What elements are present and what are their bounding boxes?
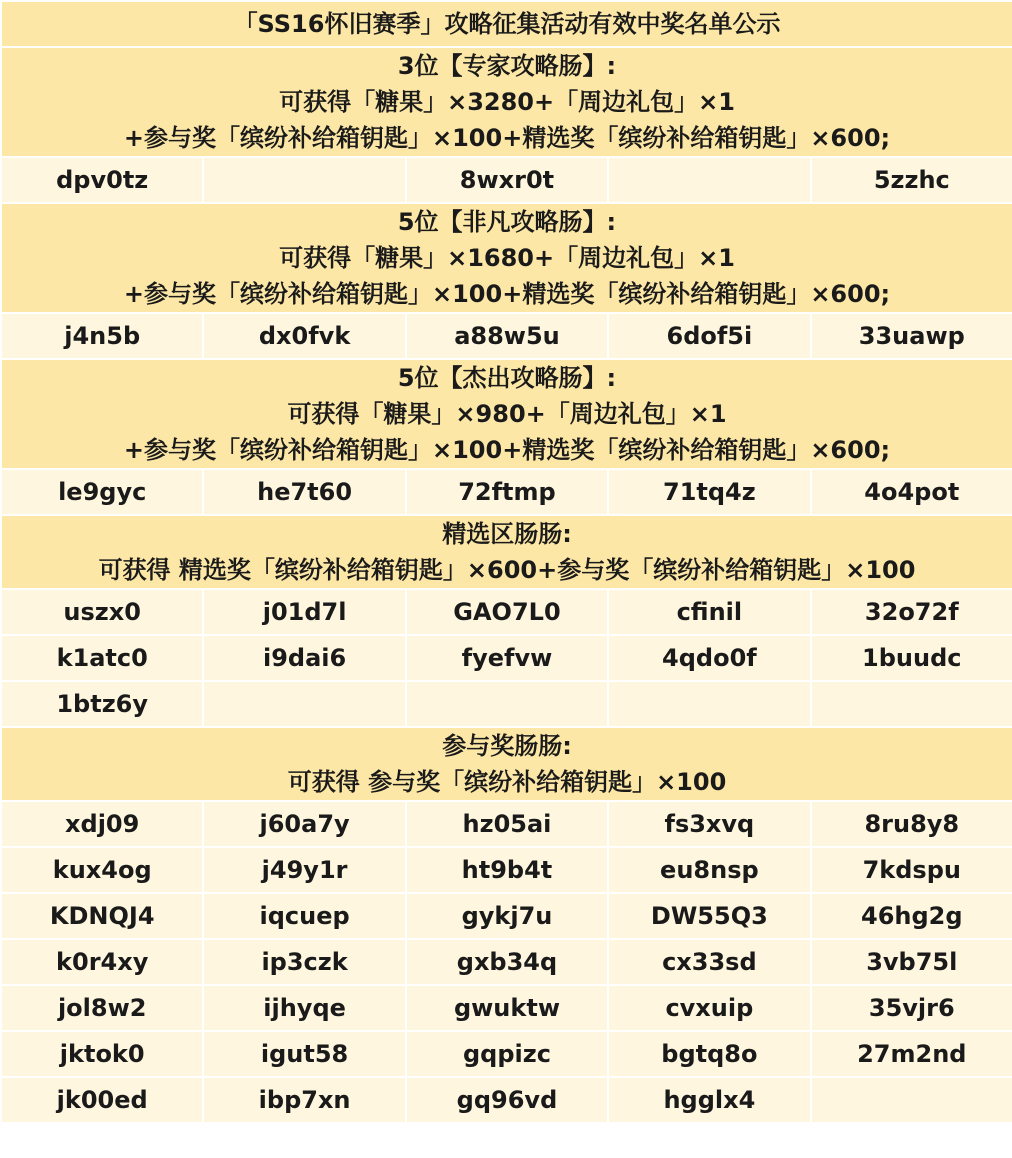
winner-row <box>1 681 1012 727</box>
winner-id-cell: gxb34q <box>406 939 608 985</box>
section-header-line: +参与奖「缤纷补给箱钥匙」×100+精选奖「缤纷补给箱钥匙」×600; <box>123 124 891 152</box>
section-header-line: 可获得 精选奖「缤纷补给箱钥匙」×600+参与奖「缤纷补给箱钥匙」×100 <box>98 556 916 584</box>
section-header-line: +参与奖「缤纷补给箱钥匙」×100+精选奖「缤纷补给箱钥匙」×600; <box>123 436 891 464</box>
winner-id-cell <box>406 681 608 727</box>
winner-id-cell: cx33sd <box>608 939 810 985</box>
section-header-line: 5位【非凡攻略肠】: <box>397 208 617 236</box>
winner-row <box>1 893 1012 939</box>
winner-id-cell: 32o72f <box>811 589 1012 635</box>
winner-row <box>1 635 1012 681</box>
winner-id-cell: dx0fvk <box>203 313 405 359</box>
winner-id-cell: fs3xvq <box>608 801 810 847</box>
winner-id-cell: he7t60 <box>203 469 405 515</box>
winner-id-cell <box>811 681 1012 727</box>
winner-id-cell: hgglx4 <box>608 1077 810 1123</box>
section-header <box>1 515 1012 589</box>
winner-id-cell: j01d7l <box>203 589 405 635</box>
winner-id-cell: cfinil <box>608 589 810 635</box>
winner-id-cell: k0r4xy <box>1 939 203 985</box>
winner-row <box>1 1077 1012 1123</box>
winner-row <box>1 847 1012 893</box>
section-header-row <box>1 727 1012 801</box>
section-header <box>1 203 1012 313</box>
winner-id-cell: ip3czk <box>203 939 405 985</box>
winner-row <box>1 157 1012 203</box>
winner-id-cell: j4n5b <box>1 313 203 359</box>
winner-id-cell: eu8nsp <box>608 847 810 893</box>
winner-id-cell: ht9b4t <box>406 847 608 893</box>
winner-id-cell: 72ftmp <box>406 469 608 515</box>
winner-id-cell: jol8w2 <box>1 985 203 1031</box>
winner-id-cell: i9dai6 <box>203 635 405 681</box>
winner-id-cell: j60a7y <box>203 801 405 847</box>
section-header-row <box>1 515 1012 589</box>
winner-id-cell: dpv0tz <box>1 157 203 203</box>
winner-id-cell: k1atc0 <box>1 635 203 681</box>
winner-id-cell: j49y1r <box>203 847 405 893</box>
winner-id-cell: 8ru8y8 <box>811 801 1012 847</box>
winner-row <box>1 469 1012 515</box>
winner-id-cell: jktok0 <box>1 1031 203 1077</box>
title-row <box>1 1 1012 47</box>
winner-id-cell: gykj7u <box>406 893 608 939</box>
winner-id-cell: hz05ai <box>406 801 608 847</box>
winner-id-cell: 3vb75l <box>811 939 1012 985</box>
winner-id-cell: igut58 <box>203 1031 405 1077</box>
section-header-line: 可获得 参与奖「缤纷补给箱钥匙」×100 <box>287 768 727 796</box>
winner-id-cell: uszx0 <box>1 589 203 635</box>
winner-id-cell: 6dof5i <box>608 313 810 359</box>
winner-id-cell: gqpizc <box>406 1031 608 1077</box>
section-header-row <box>1 359 1012 469</box>
winner-id-cell: 1btz6y <box>1 681 203 727</box>
page-title: 「SS16怀旧赛季」攻略征集活动有效中奖名单公示 <box>1 1 1012 47</box>
winner-id-cell <box>203 681 405 727</box>
section-header-row <box>1 203 1012 313</box>
winner-id-cell: 71tq4z <box>608 469 810 515</box>
winner-row <box>1 985 1012 1031</box>
winner-id-cell <box>608 681 810 727</box>
winner-id-cell: cvxuip <box>608 985 810 1031</box>
winner-row <box>1 589 1012 635</box>
winner-id-cell <box>203 157 405 203</box>
winner-row <box>1 313 1012 359</box>
winner-id-cell: DW55Q3 <box>608 893 810 939</box>
winner-id-cell: ijhyqe <box>203 985 405 1031</box>
section-header-line: 可获得「糖果」×3280+「周边礼包」×1 <box>279 88 735 116</box>
winner-id-cell: ibp7xn <box>203 1077 405 1123</box>
winner-list-body <box>1 1 1012 1123</box>
winner-id-cell: iqcuep <box>203 893 405 939</box>
winner-id-cell: 8wxr0t <box>406 157 608 203</box>
winner-id-cell: 35vjr6 <box>811 985 1012 1031</box>
winner-id-cell: GAO7L0 <box>406 589 608 635</box>
winner-id-cell: a88w5u <box>406 313 608 359</box>
winner-id-cell: xdj09 <box>1 801 203 847</box>
winner-id-cell: KDNQJ4 <box>1 893 203 939</box>
section-header-row <box>1 47 1012 157</box>
section-header-line: 3位【专家攻略肠】: <box>397 52 617 80</box>
winner-id-cell: 5zzhc <box>811 157 1012 203</box>
winner-id-cell: 7kdspu <box>811 847 1012 893</box>
winner-id-cell: gwuktw <box>406 985 608 1031</box>
winner-id-cell <box>811 1077 1012 1123</box>
winner-id-cell: fyefvw <box>406 635 608 681</box>
section-header-line: 可获得「糖果」×980+「周边礼包」×1 <box>287 400 727 428</box>
winner-id-cell: kux4og <box>1 847 203 893</box>
section-header-line: 精选区肠肠: <box>442 520 572 548</box>
winner-id-cell: 46hg2g <box>811 893 1012 939</box>
winner-id-cell: 4qdo0f <box>608 635 810 681</box>
winner-id-cell: 33uawp <box>811 313 1012 359</box>
winner-id-cell: gq96vd <box>406 1077 608 1123</box>
winner-id-cell: bgtq8o <box>608 1031 810 1077</box>
section-header-line: 参与奖肠肠: <box>442 732 572 760</box>
section-header <box>1 47 1012 157</box>
winner-id-cell: le9gyc <box>1 469 203 515</box>
section-header-line: 5位【杰出攻略肠】: <box>397 364 617 392</box>
section-header <box>1 359 1012 469</box>
winner-row <box>1 1031 1012 1077</box>
winner-id-cell: 1buudc <box>811 635 1012 681</box>
winner-row <box>1 939 1012 985</box>
section-header <box>1 727 1012 801</box>
winner-row <box>1 801 1012 847</box>
section-header-line: 可获得「糖果」×1680+「周边礼包」×1 <box>279 244 735 272</box>
winner-id-cell: 27m2nd <box>811 1031 1012 1077</box>
winner-id-cell: 4o4pot <box>811 469 1012 515</box>
section-header-line: +参与奖「缤纷补给箱钥匙」×100+精选奖「缤纷补给箱钥匙」×600; <box>123 280 891 308</box>
winner-id-cell: jk00ed <box>1 1077 203 1123</box>
winner-id-cell <box>608 157 810 203</box>
